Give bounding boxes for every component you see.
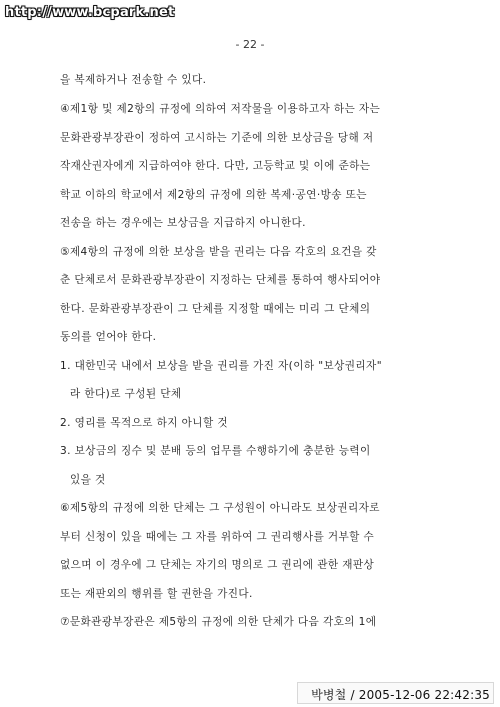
text-line: 라 한다)로 구성된 단체 xyxy=(70,388,182,400)
text-line: 없으며 이 경우에 그 단체는 자기의 명의로 그 권리에 관한 재판상 xyxy=(60,559,375,571)
text-line: 학교 이하의 학교에서 제2항의 규정에 의한 복제·공연·방송 또는 xyxy=(60,189,367,201)
text-line: 한다. 문화관광부장관이 그 단체를 지정할 때에는 미리 그 단체의 xyxy=(60,303,371,315)
text-line: 1. 대한민국 내에서 보상을 받을 권리를 가진 자(이하 "보상권리자" xyxy=(60,360,382,372)
text-line: 작재산권자에게 지급하여야 한다. 다만, 고등학교 및 이에 준하는 xyxy=(60,160,371,172)
text-line: 춘 단체로서 문화관광부장관이 지정하는 단체를 통하여 행사되어야 xyxy=(60,274,381,286)
text-line: ⑥제5항의 규정에 의한 단체는 그 구성원이 아니라도 보상권리자로 xyxy=(60,502,380,514)
site-watermark: http://www.bcpark.net xyxy=(5,5,175,20)
text-line: 문화관광부장관이 정하여 고시하는 기준에 의한 보상금을 당해 저 xyxy=(60,132,374,144)
text-line: ④제1항 및 제2항의 규정에 의하여 저작물을 이용하고자 하는 자는 xyxy=(60,103,381,115)
text-line: 을 복제하거나 전송할 수 있다. xyxy=(60,74,207,86)
text-line: 동의를 얻어야 한다. xyxy=(60,331,157,343)
text-line: 부터 신청이 있을 때에는 그 자를 위하여 그 권리행사를 거부할 수 xyxy=(60,531,375,543)
text-line: 전송을 하는 경우에는 보상금을 지급하지 아니한다. xyxy=(60,217,306,229)
author-timestamp-stamp: 박병철 / 2005-12-06 22:42:35 xyxy=(311,688,490,702)
text-line: ⑦문화관광부장관은 제5항의 규정에 의한 단체가 다음 각호의 1에 xyxy=(60,616,377,628)
text-line: 3. 보상금의 징수 및 분배 등의 업무를 수행하기에 충분한 능력이 xyxy=(60,445,371,457)
page-number: - 22 - xyxy=(235,38,265,51)
text-line: ⑤제4항의 규정에 의한 보상을 받을 권리는 다음 각호의 요건을 갖 xyxy=(60,246,377,258)
text-line: 있을 것 xyxy=(70,474,106,486)
text-line: 또는 재판외의 행위를 할 권한을 가진다. xyxy=(60,588,253,600)
text-line: 2. 영리를 목적으로 하지 아니할 것 xyxy=(60,417,228,429)
